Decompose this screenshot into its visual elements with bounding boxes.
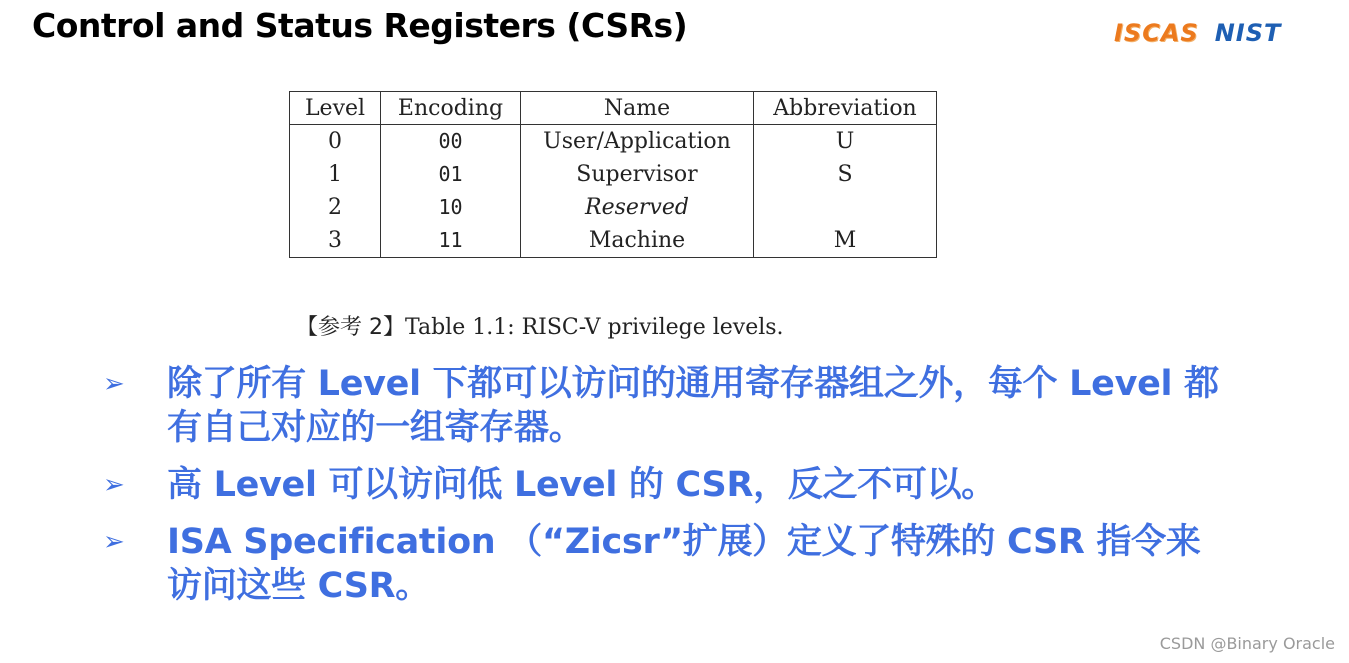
header-encoding: Encoding [381,92,521,125]
arrow-bullet-icon: ➢ [103,369,125,399]
arrow-bullet-icon: ➢ [103,470,125,500]
bullet-text: 高 Level 可以访问低 Level 的 CSR，反之不可以。 [167,465,997,505]
nist-logo: NIST [1214,19,1282,47]
table-row [290,158,937,191]
header-abbreviation: Abbreviation [754,92,937,125]
cell-encoding: 11 [381,224,521,258]
cell-abbreviation: U [754,125,937,159]
cell-level: 2 [290,191,381,224]
cell-name: Machine [521,224,754,258]
bullet-text: 除了所有 Level 下都可以访问的通用寄存器组之外，每个 Level 都有自己对应的一组寄存器。 [167,364,1219,448]
arrow-bullet-icon: ➢ [103,527,125,557]
table-header-row [290,92,937,125]
privilege-levels-table [289,91,937,258]
table-caption [296,310,784,341]
cell-encoding: 01 [381,158,521,191]
watermark: CSDN @Binary Oracle [1159,634,1335,653]
slide-title: Control and Status Registers (CSRs) [32,6,688,45]
cell-encoding: 10 [381,191,521,224]
list-item [103,362,1233,450]
table-row [290,125,937,159]
logo-group [1114,17,1281,49]
cell-abbreviation: S [754,158,937,191]
cell-level: 1 [290,158,381,191]
caption-reference: 【参考 2】 [296,315,405,340]
cell-level: 3 [290,224,381,258]
list-item [103,520,1233,608]
cell-name: User/Application [521,125,754,159]
list-item [103,463,1233,507]
cell-encoding: 00 [381,125,521,159]
cell-abbreviation [754,191,937,224]
cell-level: 0 [290,125,381,159]
bullet-text: ISA Specification （“Zicsr”扩展）定义了特殊的 CSR 指令来访问这些 CSR。 [167,522,1201,606]
cell-abbreviation: M [754,224,937,258]
table-row [290,191,937,224]
iscas-logo: ISCAS [1114,19,1199,47]
table-row [290,224,937,258]
cell-name: Reserved [521,191,754,224]
header-level: Level [290,92,381,125]
bullet-list [103,362,1233,621]
header-name: Name [521,92,754,125]
caption-text: Table 1.1: RISC-V privilege levels. [405,315,784,340]
cell-name: Supervisor [521,158,754,191]
